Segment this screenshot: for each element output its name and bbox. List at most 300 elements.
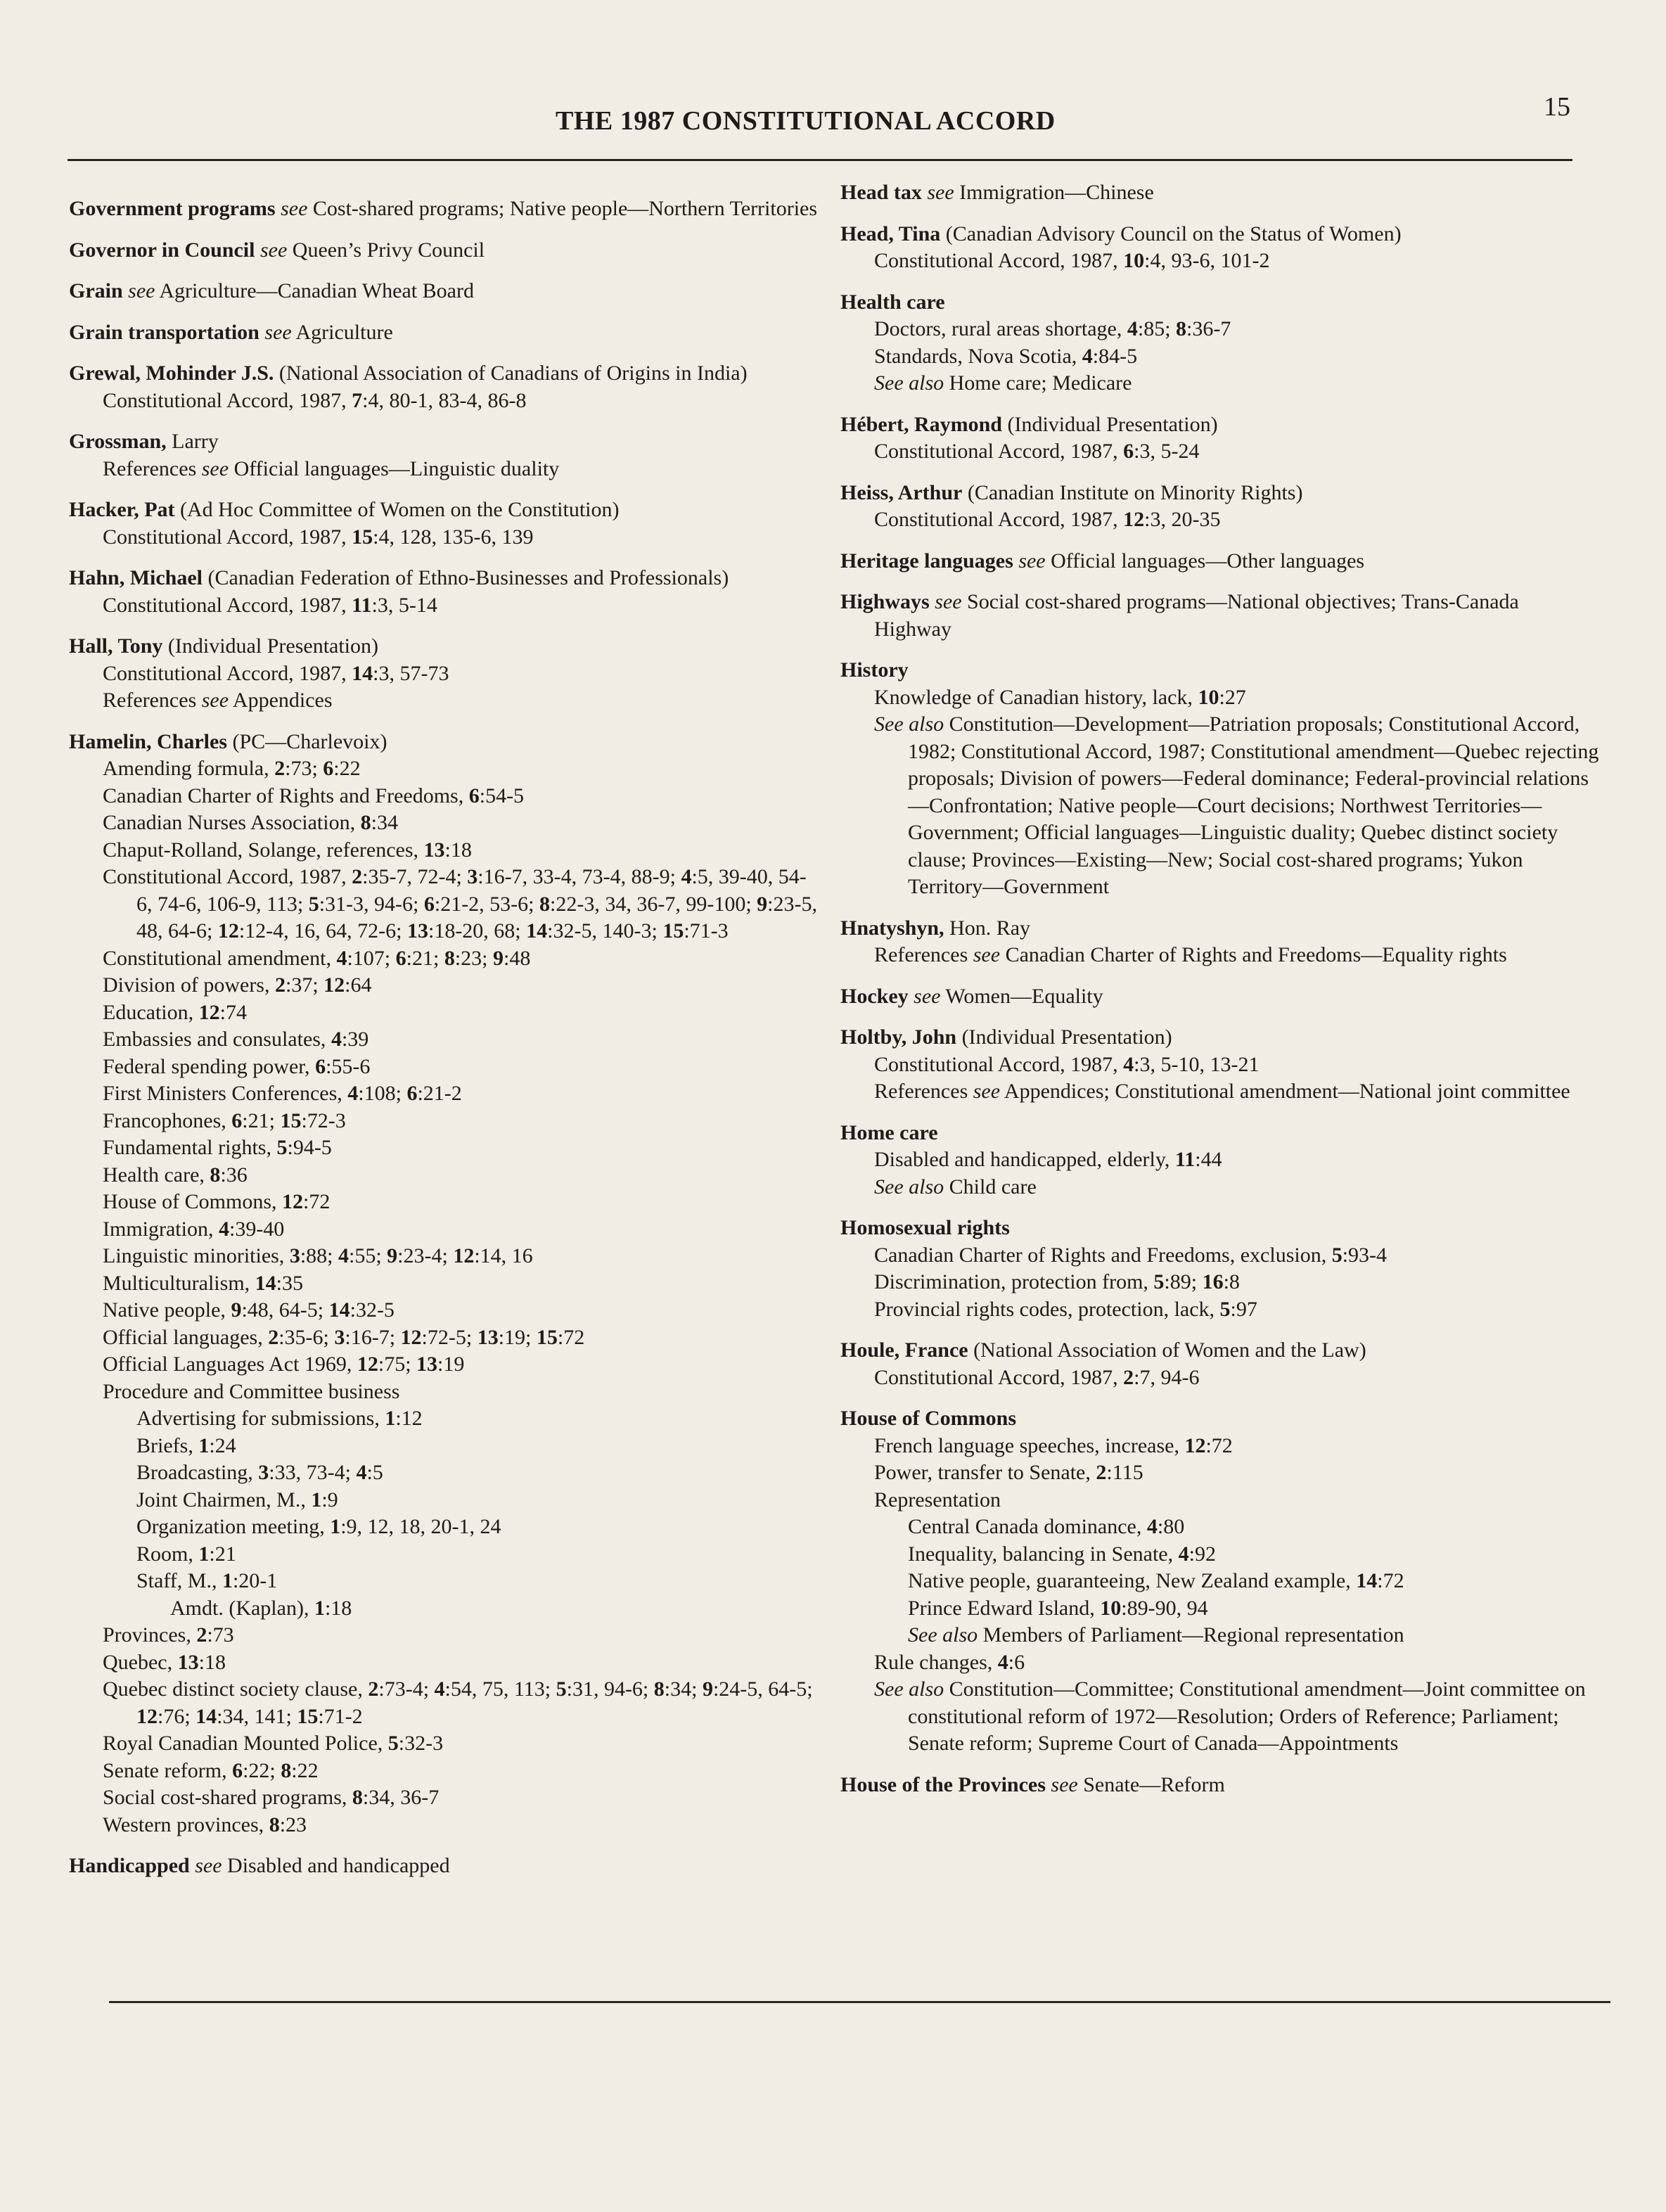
text-run: Constitutional Accord, 1987, — [103, 661, 352, 685]
text-run: (Canadian Advisory Council on the Status of Women) — [940, 222, 1402, 245]
bold-text: Grossman, — [69, 430, 167, 453]
text-run: :22 — [291, 1758, 319, 1782]
text-run: Native people, — [103, 1298, 231, 1322]
index-heading — [69, 1853, 821, 1880]
text-run: Staff, M., — [136, 1569, 222, 1592]
index-entry — [69, 428, 821, 482]
bold-text: Homosexual rights — [840, 1216, 1010, 1239]
bold-text: 10 — [1100, 1596, 1122, 1620]
index-entry — [840, 1120, 1600, 1201]
index-entry — [840, 1215, 1600, 1323]
bold-text: Grain — [69, 279, 123, 302]
running-header-title: THE 1987 CONSTITUTIONAL ACCORD — [556, 106, 1056, 136]
index-subentry — [840, 1541, 1600, 1568]
text-run: Central Canada dominance, — [908, 1515, 1147, 1538]
text-run: :54-5 — [479, 784, 525, 807]
text-run: Constitutional Accord, 1987, — [874, 249, 1124, 272]
bold-text: 3 — [258, 1461, 269, 1484]
text-run: Appendices — [229, 689, 333, 712]
text-run: :21-2, 53-6; — [434, 892, 540, 916]
text-run: :18-20, 68; — [428, 919, 527, 942]
index-subentry — [840, 684, 1600, 712]
text-run: :24 — [209, 1433, 236, 1457]
bold-text: 11 — [1174, 1148, 1196, 1171]
text-run: Larry — [166, 430, 219, 453]
text-run: Multiculturalism, — [103, 1271, 255, 1295]
text-run: Cost-shared programs; Native people—Northern Territories — [307, 197, 818, 220]
italic-text: see — [973, 943, 1001, 966]
text-run: :16-7, 33-4, 73-4, 88-9; — [478, 865, 681, 888]
bold-text: Handicapped — [69, 1854, 190, 1877]
bold-text: 6 — [395, 946, 406, 970]
bold-text: 14 — [352, 661, 373, 685]
text-run: :22; — [243, 1758, 281, 1782]
bold-text: 1 — [385, 1407, 396, 1430]
bold-text: 8 — [352, 1786, 363, 1809]
text-run: :18 — [324, 1596, 352, 1620]
index-subentry — [69, 755, 821, 783]
index-subentry — [69, 660, 821, 688]
bold-text: Holtby, John — [840, 1025, 957, 1049]
bold-text: 10 — [1198, 685, 1219, 709]
text-run: Canadian Charter of Rights and Freedoms—Equality rights — [1000, 943, 1507, 966]
text-run: Members of Parliament—Regional representation — [978, 1623, 1404, 1647]
bold-text: 4 — [336, 946, 347, 970]
bold-text: House of Commons — [840, 1407, 1017, 1430]
text-run: :71-3 — [684, 919, 729, 942]
text-run: :108; — [358, 1082, 407, 1105]
bold-text: 16 — [1202, 1270, 1224, 1293]
bold-text: 15 — [297, 1704, 319, 1728]
text-run: :39 — [341, 1028, 369, 1051]
text-run: :23-5, 48, 64-6; — [136, 892, 817, 942]
index-heading — [840, 411, 1600, 439]
text-run: Disabled and handicapped — [222, 1854, 450, 1877]
text-run: Constitutional Accord, 1987, — [874, 1052, 1124, 1076]
bold-text: Heritage languages — [840, 549, 1013, 573]
index-subentry — [69, 1324, 821, 1352]
text-run: Francophones, — [103, 1108, 232, 1132]
text-run: :97 — [1230, 1297, 1257, 1321]
text-run: :72 — [1377, 1569, 1404, 1592]
text-run: :44 — [1195, 1148, 1222, 1171]
text-run: :16-7; — [345, 1325, 401, 1349]
bold-text: 9 — [492, 946, 504, 970]
bold-text: Hacker, Pat — [69, 498, 175, 521]
text-run: Canadian Nurses Association, — [103, 811, 361, 834]
index-entry — [69, 565, 821, 619]
index-entry — [840, 1772, 1600, 1799]
text-run: Senate reform, — [103, 1758, 233, 1782]
bold-text: 14 — [1356, 1569, 1378, 1592]
text-run: :12-4, 16, 64, 72-6; — [238, 919, 407, 942]
text-run: :21-2 — [417, 1082, 462, 1105]
index-subentry — [69, 1514, 821, 1541]
index-heading — [840, 1337, 1600, 1364]
bold-text: Governor in Council — [69, 238, 255, 262]
bold-text: Grain transportation — [69, 320, 259, 344]
index-entry — [840, 221, 1600, 275]
text-run: Briefs, — [136, 1433, 199, 1457]
bold-text: 2 — [368, 1677, 379, 1701]
index-subentry — [69, 1026, 821, 1054]
bold-text: Grewal, Mohinder J.S. — [69, 362, 274, 385]
bold-text: 13 — [406, 919, 428, 942]
italic-text: see — [1051, 1772, 1078, 1796]
text-run: :5 — [366, 1461, 383, 1484]
bold-text: 6 — [406, 1082, 418, 1105]
index-subentry — [69, 1758, 821, 1785]
text-run: (PC—Charlevoix) — [227, 729, 387, 753]
text-run: :4, 128, 135-6, 139 — [373, 525, 534, 549]
text-run: Agriculture—Canadian Wheat Board — [155, 279, 474, 302]
index-subentry — [840, 438, 1600, 466]
text-run: :55; — [348, 1244, 387, 1267]
bold-text: 13 — [477, 1325, 499, 1349]
index-entry — [840, 1337, 1600, 1391]
text-run: :32-5, 140-3; — [547, 919, 663, 942]
bold-text: 4 — [1178, 1542, 1189, 1566]
italic-text: see — [201, 456, 229, 480]
index-subentry — [69, 1297, 821, 1324]
text-run: :115 — [1106, 1461, 1143, 1484]
bold-text: 14 — [196, 1704, 217, 1728]
index-heading — [69, 633, 821, 660]
index-heading — [840, 548, 1600, 575]
bold-text: 1 — [330, 1515, 341, 1538]
index-subentry — [840, 1364, 1600, 1392]
index-subentry — [840, 1051, 1600, 1079]
index-subentry — [69, 783, 821, 810]
index-entry — [840, 289, 1600, 397]
text-run: :33, 73-4; — [269, 1461, 357, 1484]
bold-text: 6 — [232, 1758, 243, 1782]
index-subentry — [840, 1433, 1600, 1460]
text-run: Hon. Ray — [944, 916, 1031, 940]
bold-text: 9 — [387, 1244, 398, 1267]
bold-text: 15 — [662, 919, 684, 942]
text-run: :9 — [321, 1488, 338, 1511]
text-run: Constitution—Committee; Constitutional amendment—Joint committee on constitutional reform of 1972—Resolution; Orders of Reference; Parliament; Senate reform; Supreme Court of Canada—Appointments — [908, 1677, 1586, 1755]
index-subentry — [69, 1595, 821, 1623]
text-run: :36 — [220, 1163, 248, 1187]
bold-text: 3 — [334, 1325, 345, 1349]
bold-text: 5 — [308, 892, 319, 916]
bold-text: 2 — [196, 1623, 207, 1647]
bold-text: Hockey — [840, 984, 909, 1008]
bold-text: 4 — [1127, 317, 1138, 340]
text-run: (Individual Presentation) — [162, 634, 378, 658]
bold-text: 12 — [323, 973, 345, 997]
text-run: Amdt. (Kaplan), — [170, 1596, 314, 1620]
index-entry — [69, 196, 821, 223]
text-run: :88; — [300, 1244, 338, 1267]
text-run: (Individual Presentation) — [1001, 412, 1218, 436]
text-run: Prince Edward Island, — [908, 1596, 1101, 1620]
index-subentry — [69, 1784, 821, 1812]
italic-text: see — [264, 320, 292, 344]
bold-text: 6 — [468, 784, 480, 807]
index-subentry — [840, 1269, 1600, 1296]
text-run: Standards, Nova Scotia, — [874, 344, 1082, 368]
text-run: :85; — [1137, 317, 1177, 340]
index-heading — [840, 289, 1600, 317]
bold-text: 5 — [387, 1732, 399, 1755]
text-run: (National Association of Canadians of Origins in India) — [274, 362, 748, 385]
text-run: Official languages—Other languages — [1045, 549, 1365, 573]
text-run: Education, — [103, 1000, 199, 1024]
bold-text: 8 — [210, 1163, 221, 1187]
text-run: French language speeches, increase, — [874, 1433, 1185, 1457]
text-run: (National Association of Women and the Law) — [968, 1338, 1366, 1362]
bold-text: 2 — [1123, 1365, 1134, 1389]
bold-text: 11 — [352, 593, 372, 617]
text-run: Advertising for submissions, — [136, 1407, 385, 1430]
text-run: Division of powers, — [103, 973, 275, 997]
index-subentry — [69, 1730, 821, 1758]
italic-text: See also — [908, 1623, 978, 1647]
index-heading — [840, 221, 1600, 248]
text-run: :3, 20-35 — [1144, 508, 1221, 531]
index-entry — [840, 915, 1600, 969]
index-subentry — [69, 1405, 821, 1433]
text-run: :31-3, 94-6; — [319, 892, 424, 916]
index-heading — [840, 589, 1600, 643]
bold-text: 12 — [453, 1244, 475, 1267]
index-entry — [840, 589, 1600, 643]
bold-text: Hall, Tony — [69, 634, 163, 658]
text-run: Constitutional Accord, 1987, — [103, 525, 352, 549]
index-entry — [69, 360, 821, 414]
bold-text: 5 — [556, 1677, 567, 1701]
bold-text: 8 — [1176, 317, 1187, 340]
bold-text: 8 — [539, 892, 551, 916]
index-subentry — [69, 999, 821, 1027]
index-heading — [69, 565, 821, 592]
bold-text: Hahn, Michael — [69, 566, 203, 589]
text-run: References — [874, 943, 973, 966]
index-entry — [69, 237, 821, 264]
text-run: :35-6; — [278, 1325, 335, 1349]
index-subentry — [69, 1676, 821, 1730]
text-run: Quebec distinct society clause, — [103, 1677, 369, 1701]
index-subentry — [840, 1514, 1600, 1541]
text-run: :6 — [1008, 1650, 1025, 1674]
index-heading — [840, 1215, 1600, 1242]
index-entry — [840, 1024, 1600, 1106]
index-subentry — [840, 506, 1600, 534]
index-subentry — [69, 1541, 821, 1568]
text-run: Linguistic minorities, — [103, 1244, 290, 1267]
index-heading — [840, 480, 1600, 507]
bold-text: 4 — [338, 1244, 349, 1267]
text-run: :23-4; — [397, 1244, 454, 1267]
bold-text: 1 — [314, 1596, 325, 1620]
italic-text: see — [1018, 549, 1046, 573]
text-run: Constitutional Accord, 1987, — [874, 508, 1124, 531]
index-subentry — [69, 1459, 821, 1487]
index-heading — [840, 1772, 1600, 1799]
index-entry — [69, 497, 821, 551]
bold-text: History — [840, 658, 909, 682]
text-run: :22-3, 34, 36-7, 99-100; — [550, 892, 757, 916]
text-run: Doctors, rural areas shortage, — [874, 317, 1127, 340]
index-heading — [69, 729, 821, 756]
index-subentry — [840, 316, 1600, 343]
text-run: Power, transfer to Senate, — [874, 1461, 1096, 1484]
text-run: Queen’s Privy Council — [287, 238, 485, 262]
bold-text: 3 — [289, 1244, 300, 1267]
italic-text: See also — [874, 1677, 944, 1701]
index-heading — [840, 915, 1600, 942]
index-subentry — [69, 1189, 821, 1216]
italic-text: see — [927, 181, 954, 204]
bold-text: 13 — [177, 1650, 199, 1674]
index-subentry — [69, 1487, 821, 1514]
text-run: First Ministers Conferences, — [103, 1082, 348, 1105]
bold-text: 1 — [311, 1488, 322, 1511]
index-subentry — [840, 1146, 1600, 1174]
index-subentry — [69, 524, 821, 551]
text-run: :73; — [285, 757, 323, 780]
text-run: :3, 5-10, 13-21 — [1134, 1052, 1260, 1076]
text-run: :34; — [664, 1677, 703, 1701]
text-run: Official languages—Linguistic duality — [229, 456, 560, 480]
text-run: Provincial rights codes, protection, lack, — [874, 1297, 1220, 1321]
text-run: Child care — [944, 1175, 1037, 1198]
bold-text: Hamelin, Charles — [69, 729, 227, 753]
bold-text: 14 — [526, 919, 548, 942]
bold-text: 8 — [360, 811, 371, 834]
index-column-right — [840, 179, 1600, 1813]
index-heading — [840, 179, 1600, 207]
text-run: Social cost-shared programs, — [103, 1786, 352, 1809]
text-run: :107; — [347, 946, 396, 970]
text-run: Immigration, — [103, 1217, 219, 1241]
text-run: :7, 94-6 — [1134, 1365, 1200, 1389]
index-subentry — [69, 388, 821, 415]
text-run: Health care, — [103, 1163, 210, 1187]
italic-text: see — [973, 1080, 1001, 1103]
text-run: (Canadian Federation of Ethno-Businesses and Professionals) — [203, 566, 729, 589]
text-run: :48 — [503, 946, 531, 970]
text-run: Senate—Reform — [1077, 1772, 1225, 1796]
index-subentry — [69, 1134, 821, 1162]
bold-text: 2 — [268, 1325, 279, 1349]
bold-text: Government programs — [69, 197, 276, 220]
text-run: Fundamental rights, — [103, 1136, 277, 1159]
text-run: Constitutional Accord, 1987, — [103, 593, 352, 617]
text-run: :89-90, 94 — [1121, 1596, 1208, 1620]
index-subentry — [69, 837, 821, 864]
bold-text: Head tax — [840, 181, 922, 204]
text-run: :64 — [345, 973, 372, 997]
index-subentry — [840, 1622, 1600, 1649]
text-run: Official languages, — [103, 1325, 269, 1349]
text-run: :72-3 — [301, 1108, 346, 1132]
bold-text: 6 — [323, 757, 334, 780]
bold-text: Health care — [840, 290, 945, 314]
bold-text: Hébert, Raymond — [840, 412, 1002, 436]
text-run: :19; — [498, 1325, 537, 1349]
bold-text: 12 — [217, 919, 239, 942]
index-subentry — [69, 945, 821, 973]
index-column-left — [69, 196, 821, 1894]
text-run: (Canadian Institute on Minority Rights) — [962, 480, 1303, 504]
bold-text: 4 — [356, 1461, 367, 1484]
index-subentry — [840, 1078, 1600, 1106]
text-run: :94-5 — [287, 1136, 332, 1159]
text-run: :74 — [219, 1000, 247, 1024]
text-run: :37; — [285, 973, 324, 997]
text-run: Home care; Medicare — [944, 371, 1132, 395]
index-subentry — [840, 248, 1600, 275]
index-subentry — [69, 687, 821, 715]
bold-text: 5 — [1219, 1297, 1231, 1321]
text-run: :21; — [242, 1108, 281, 1132]
text-run: References — [103, 689, 202, 712]
bold-text: 4 — [331, 1028, 342, 1051]
text-run: :8 — [1223, 1270, 1240, 1293]
index-subentry — [69, 1162, 821, 1189]
bold-text: 4 — [1082, 344, 1093, 368]
index-heading — [69, 360, 821, 388]
bold-text: 6 — [231, 1108, 243, 1132]
index-subentry — [840, 1649, 1600, 1677]
text-run: :21 — [209, 1542, 236, 1566]
text-run: References — [103, 456, 202, 480]
text-run: :54, 75, 113; — [444, 1677, 556, 1701]
text-run: :35 — [276, 1271, 303, 1295]
italic-text: see — [195, 1854, 222, 1877]
text-run: Discrimination, protection from, — [874, 1270, 1154, 1293]
text-run: Agriculture — [291, 320, 393, 344]
index-subentry — [69, 1433, 821, 1460]
bold-text: Houle, France — [840, 1338, 968, 1362]
bold-text: 6 — [315, 1054, 326, 1078]
text-run: :34, 36-7 — [362, 1786, 440, 1809]
index-heading — [840, 1120, 1600, 1147]
text-run: :3, 5-14 — [371, 593, 437, 617]
text-run: :20-1 — [232, 1569, 278, 1592]
index-subentry — [840, 711, 1600, 901]
text-run: :14, 16 — [474, 1244, 533, 1267]
index-entry — [840, 480, 1600, 534]
text-run: Inequality, balancing in Senate, — [908, 1542, 1179, 1566]
bold-text: 7 — [352, 388, 363, 412]
text-run: :34, 141; — [217, 1704, 297, 1728]
italic-text: See also — [874, 371, 944, 395]
header-rule — [68, 159, 1572, 161]
index-subentry — [840, 1459, 1600, 1487]
text-run: Native people, guaranteeing, New Zealand example, — [908, 1569, 1357, 1592]
index-subentry — [69, 1649, 821, 1677]
text-run: Western provinces, — [103, 1813, 269, 1836]
text-run: :71-2 — [318, 1704, 363, 1728]
footer-rule — [109, 2001, 1610, 2003]
text-run: Constitutional amendment, — [103, 946, 337, 970]
bold-text: 4 — [347, 1082, 359, 1105]
index-subentry — [69, 1108, 821, 1135]
text-run: :32-5 — [350, 1298, 395, 1322]
bold-text: 12 — [282, 1190, 303, 1213]
index-subentry — [69, 972, 821, 999]
text-run: Appendices; Constitutional amendment—National joint committee — [1000, 1080, 1570, 1103]
index-subentry — [840, 1676, 1600, 1758]
bold-text: 5 — [1153, 1270, 1165, 1293]
index-heading — [69, 237, 821, 264]
bold-text: 2 — [274, 973, 286, 997]
